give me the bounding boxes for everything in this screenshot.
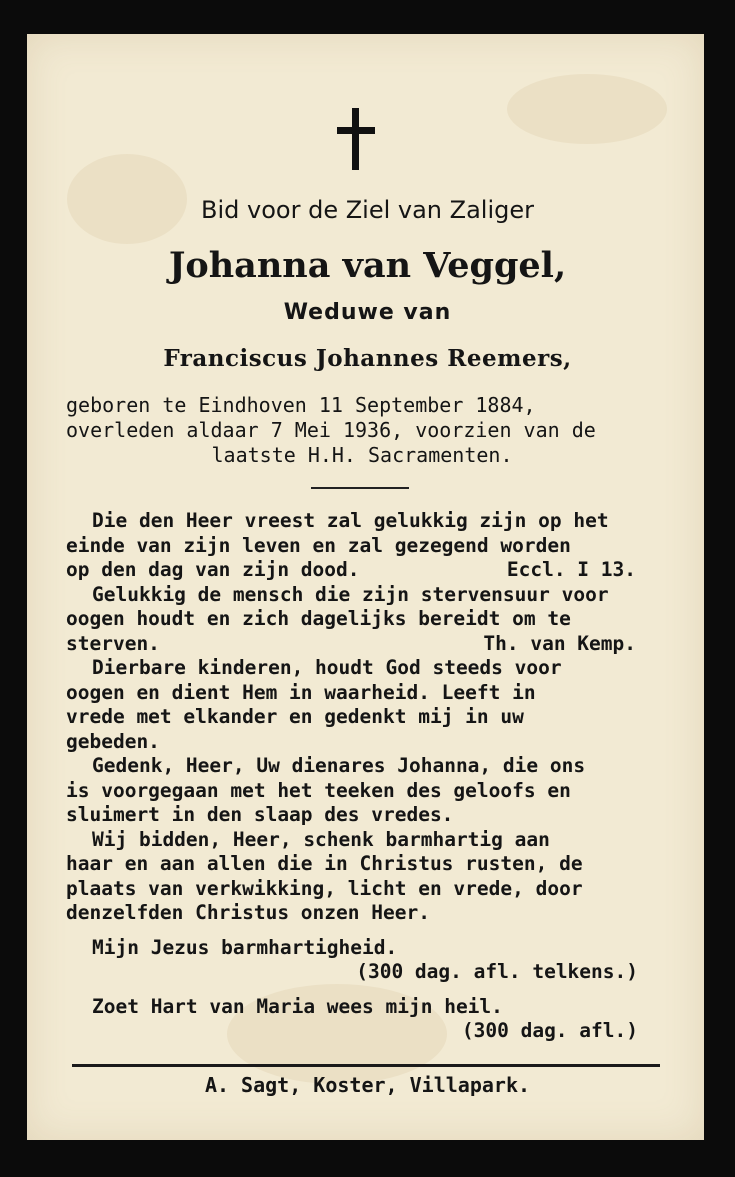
prayer-line: oogen en dient Hem in waarheid. Leeft in: [66, 680, 536, 704]
prayer-line: gebeden.: [66, 729, 160, 753]
prayer-line: vrede met elkander en gedenkt mij in uw: [66, 705, 524, 728]
prayer-line: plaats van verkwikking, licht en vrede, door: [66, 876, 583, 900]
prayer-line: Gelukkig de mensch die zijn stervensuur voor: [92, 582, 609, 606]
prayer-text: [66, 509, 660, 1044]
latin-cross-icon: [337, 108, 375, 170]
divider: [311, 487, 409, 489]
prayer-line: einde van zijn leven en zal gezegend worden: [66, 533, 571, 557]
prayer-line: denzelfden Christus onzen Heer.: [66, 901, 430, 924]
printer-credit: A. Sagt, Koster, Villapark.: [204, 1073, 531, 1097]
biography: [66, 393, 658, 468]
prayer-line: sterven. Th. van Kemp.: [66, 631, 636, 655]
bio-line: laatste H.H. Sacramenten.: [211, 443, 513, 467]
prayer-line: Zoet Hart van Maria wees mijn heil.: [92, 994, 503, 1018]
prayer-line: sluimert in den slaap des vredes.: [66, 803, 454, 826]
prayer-line: haar en aan allen die in Christus rusten, de: [66, 852, 583, 875]
prayer-line: oogen houdt en zich dagelijks bereidt om te: [66, 607, 571, 630]
paper-stain: [507, 74, 667, 144]
invocation-line: Bid voor de Ziel van Zaliger: [201, 196, 534, 224]
footer-rule: [72, 1064, 660, 1067]
prayer-line: Die den Heer vreest zal gelukkig zijn op het: [92, 509, 609, 532]
relation-line: Weduwe van: [283, 300, 452, 325]
citation: Th. van Kemp.: [483, 631, 636, 655]
prayer-line: Dierbare kinderen, houdt God steeds voor: [92, 656, 562, 679]
prayer-line: Mijn Jezus barmhartigheid.: [92, 935, 398, 959]
spouse-name: Franciscus Johannes Reemers,: [163, 345, 572, 372]
indulgence-note: (300 dag. afl.): [461, 1019, 638, 1042]
bio-line: overleden aldaar 7 Mei 1936, voorzien van de: [66, 418, 596, 442]
deceased-name: Johanna van Veggel,: [168, 245, 567, 286]
prayer-line: Wij bidden, Heer, schenk barmhartig aan: [92, 827, 550, 851]
prayer-line: Gedenk, Heer, Uw dienares Johanna, die ons: [92, 754, 586, 777]
indulgence-note: (300 dag. afl. telkens.): [356, 960, 638, 983]
prayer-line: op den dag van zijn dood. Eccl. I 13.: [66, 558, 636, 581]
prayer-line: is voorgegaan met het teeken des geloofs en: [66, 778, 571, 802]
citation: Eccl. I 13.: [506, 558, 636, 581]
bio-line: geboren te Eindhoven 11 September 1884,: [66, 393, 536, 417]
